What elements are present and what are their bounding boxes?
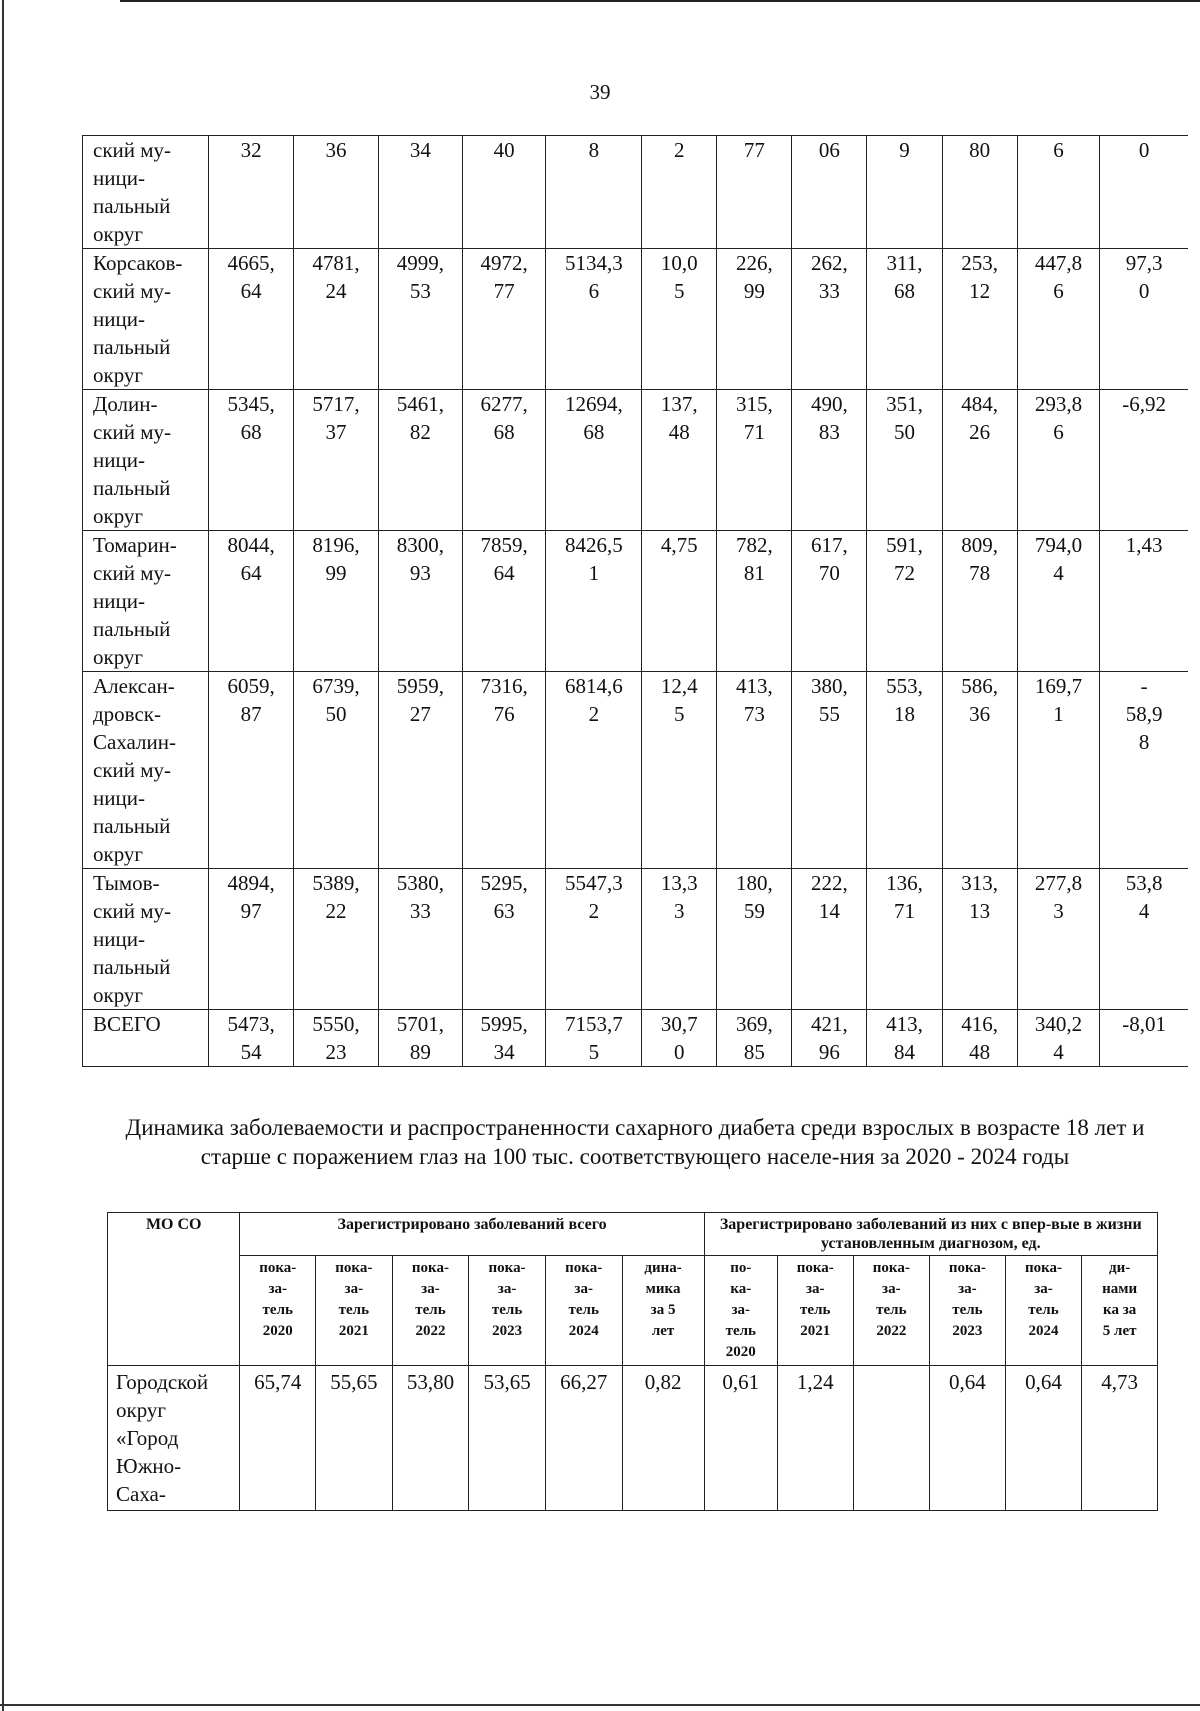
value-cell: 0,64: [930, 1366, 1006, 1511]
value-cell: 1,24: [777, 1366, 853, 1511]
value-cell: 66,27: [545, 1366, 622, 1511]
indicator-subheader: по- ка- за- тель 2020: [704, 1256, 777, 1366]
value-cell: 794,0 4: [1017, 531, 1100, 672]
table-row: [83, 136, 1189, 249]
value-cell: 6814,6 2: [546, 672, 642, 869]
value-cell: 8: [546, 136, 642, 249]
value-cell: 809, 78: [942, 531, 1017, 672]
value-cell: 6277, 68: [462, 390, 546, 531]
value-cell: 262, 33: [792, 249, 867, 390]
indicator-subheader: пока- за- тель 2022: [853, 1256, 930, 1366]
value-cell: [853, 1366, 930, 1511]
value-cell: 4,75: [642, 531, 717, 672]
value-cell: 617, 70: [792, 531, 867, 672]
row-name-cell: Корсаков- ский му- ници- пальный округ: [83, 249, 209, 390]
value-cell: 0: [1100, 136, 1188, 249]
value-cell: 226, 99: [717, 249, 792, 390]
value-cell: 30,7 0: [642, 1010, 717, 1067]
value-cell: 5995, 34: [462, 1010, 546, 1067]
row-name-cell: Томарин- ский му- ници- пальный округ: [83, 531, 209, 672]
col-mo-header: МО СО: [108, 1213, 240, 1366]
value-cell: 380, 55: [792, 672, 867, 869]
value-cell: 5717, 37: [294, 390, 379, 531]
row-name-cell: Алексан- дровск- Сахалин- ский му- ници- пальный округ: [83, 672, 209, 869]
value-cell: 0,64: [1005, 1366, 1082, 1511]
value-cell: 7316, 76: [462, 672, 546, 869]
row-name-cell: ВСЕГО: [83, 1010, 209, 1067]
value-cell: 77: [717, 136, 792, 249]
value-cell: 413, 73: [717, 672, 792, 869]
value-cell: 8044, 64: [209, 531, 294, 672]
value-cell: 222, 14: [792, 869, 867, 1010]
value-cell: 0,82: [622, 1366, 704, 1511]
group-total-header: Зарегистрировано заболеваний всего: [240, 1213, 704, 1256]
value-cell: 32: [209, 136, 294, 249]
value-cell: 7859, 64: [462, 531, 546, 672]
indicator-subheader: пока- за- тель 2024: [1005, 1256, 1082, 1366]
value-cell: 136, 71: [867, 869, 942, 1010]
value-cell: -8,01: [1100, 1010, 1188, 1067]
value-cell: 8300, 93: [378, 531, 462, 672]
value-cell: 4894, 97: [209, 869, 294, 1010]
value-cell: 277,8 3: [1017, 869, 1100, 1010]
table2-subheader-row: [108, 1256, 1158, 1366]
value-cell: 6: [1017, 136, 1100, 249]
value-cell: 9: [867, 136, 942, 249]
table2-header-row: [108, 1213, 1158, 1256]
value-cell: 0,61: [704, 1366, 777, 1511]
indicator-subheader: пока- за- тель 2021: [316, 1256, 393, 1366]
value-cell: 586, 36: [942, 672, 1017, 869]
value-cell: 40: [462, 136, 546, 249]
indicator-subheader: ди- нами ка за 5 лет: [1082, 1256, 1158, 1366]
value-cell: 180, 59: [717, 869, 792, 1010]
row-name-cell: ский му- ници- пальный округ: [83, 136, 209, 249]
value-cell: 369, 85: [717, 1010, 792, 1067]
value-cell: 782, 81: [717, 531, 792, 672]
value-cell: 416, 48: [942, 1010, 1017, 1067]
value-cell: 65,74: [240, 1366, 316, 1511]
value-cell: 4665, 64: [209, 249, 294, 390]
indicator-subheader: пока- за- тель 2022: [392, 1256, 469, 1366]
value-cell: 484, 26: [942, 390, 1017, 531]
table-row: [108, 1366, 1158, 1511]
table-row: [83, 672, 1189, 869]
diabetes-eye-table: [107, 1212, 1158, 1511]
value-cell: 5345, 68: [209, 390, 294, 531]
page-number: 39: [589, 80, 611, 104]
table-row: [83, 390, 1189, 531]
value-cell: 340,2 4: [1017, 1010, 1100, 1067]
value-cell: 293,8 6: [1017, 390, 1100, 531]
value-cell: 8196, 99: [294, 531, 379, 672]
value-cell: 12694, 68: [546, 390, 642, 531]
left-scan-edge: [2, 0, 4, 1711]
incidence-table-continued: [82, 135, 1188, 1067]
value-cell: 169,7 1: [1017, 672, 1100, 869]
value-cell: 5547,3 2: [546, 869, 642, 1010]
value-cell: 4999, 53: [378, 249, 462, 390]
value-cell: 5389, 22: [294, 869, 379, 1010]
value-cell: 53,65: [469, 1366, 546, 1511]
indicator-subheader: пока- за- тель 2021: [777, 1256, 853, 1366]
value-cell: 53,8 4: [1100, 869, 1188, 1010]
value-cell: 421, 96: [792, 1010, 867, 1067]
top-scan-rule: [120, 0, 1200, 2]
value-cell: 5701, 89: [378, 1010, 462, 1067]
value-cell: 253, 12: [942, 249, 1017, 390]
value-cell: 315, 71: [717, 390, 792, 531]
value-cell: 447,8 6: [1017, 249, 1100, 390]
value-cell: 34: [378, 136, 462, 249]
value-cell: 5134,3 6: [546, 249, 642, 390]
row-name-cell: Долин- ский му- ници- пальный округ: [83, 390, 209, 531]
value-cell: 5295, 63: [462, 869, 546, 1010]
value-cell: 1,43: [1100, 531, 1188, 672]
value-cell: 6739, 50: [294, 672, 379, 869]
indicator-subheader: пока- за- тель 2024: [545, 1256, 622, 1366]
table-row: [83, 531, 1189, 672]
indicator-subheader: дина- мика за 5 лет: [622, 1256, 704, 1366]
value-cell: 4,73: [1082, 1366, 1158, 1511]
value-cell: -6,92: [1100, 390, 1188, 531]
value-cell: 06: [792, 136, 867, 249]
value-cell: 8426,5 1: [546, 531, 642, 672]
value-cell: 5550, 23: [294, 1010, 379, 1067]
table-row: [83, 1010, 1189, 1067]
value-cell: - 58,9 8: [1100, 672, 1188, 869]
value-cell: 5380, 33: [378, 869, 462, 1010]
value-cell: 12,4 5: [642, 672, 717, 869]
value-cell: 5461, 82: [378, 390, 462, 531]
value-cell: 5959, 27: [378, 672, 462, 869]
value-cell: 413, 84: [867, 1010, 942, 1067]
value-cell: 6059, 87: [209, 672, 294, 869]
value-cell: 7153,7 5: [546, 1010, 642, 1067]
row-name-cell: Тымов- ский му- ници- пальный округ: [83, 869, 209, 1010]
value-cell: 591, 72: [867, 531, 942, 672]
table-row: [83, 869, 1189, 1010]
value-cell: 5473, 54: [209, 1010, 294, 1067]
bottom-scan-edge: [0, 1704, 1200, 1706]
value-cell: 311, 68: [867, 249, 942, 390]
value-cell: 553, 18: [867, 672, 942, 869]
value-cell: 13,3 3: [642, 869, 717, 1010]
value-cell: 4781, 24: [294, 249, 379, 390]
value-cell: 55,65: [316, 1366, 393, 1511]
section-title: Динамика заболеваемости и распространенности сахарного диабета среди взрослых в возрасте 18 лет и старше с поражением глаз на 100 тыс. соответствующего населе-ния за 2020 - 2024 годы: [125, 1115, 1145, 1169]
value-cell: 36: [294, 136, 379, 249]
value-cell: 490, 83: [792, 390, 867, 531]
value-cell: 2: [642, 136, 717, 249]
indicator-subheader: пока- за- тель 2020: [240, 1256, 316, 1366]
indicator-subheader: пока- за- тель 2023: [930, 1256, 1006, 1366]
table-row: [83, 249, 1189, 390]
row-name-cell: Городской округ «Город Южно- Саха-: [108, 1366, 240, 1511]
indicator-subheader: пока- за- тель 2023: [469, 1256, 546, 1366]
value-cell: 53,80: [392, 1366, 469, 1511]
value-cell: 80: [942, 136, 1017, 249]
value-cell: 10,0 5: [642, 249, 717, 390]
value-cell: 313, 13: [942, 869, 1017, 1010]
value-cell: 137, 48: [642, 390, 717, 531]
value-cell: 97,3 0: [1100, 249, 1188, 390]
value-cell: 351, 50: [867, 390, 942, 531]
value-cell: 4972, 77: [462, 249, 546, 390]
group-new-header: Зарегистрировано заболеваний из них с впер-вые в жизни установленным диагнозом, ед.: [704, 1213, 1157, 1256]
